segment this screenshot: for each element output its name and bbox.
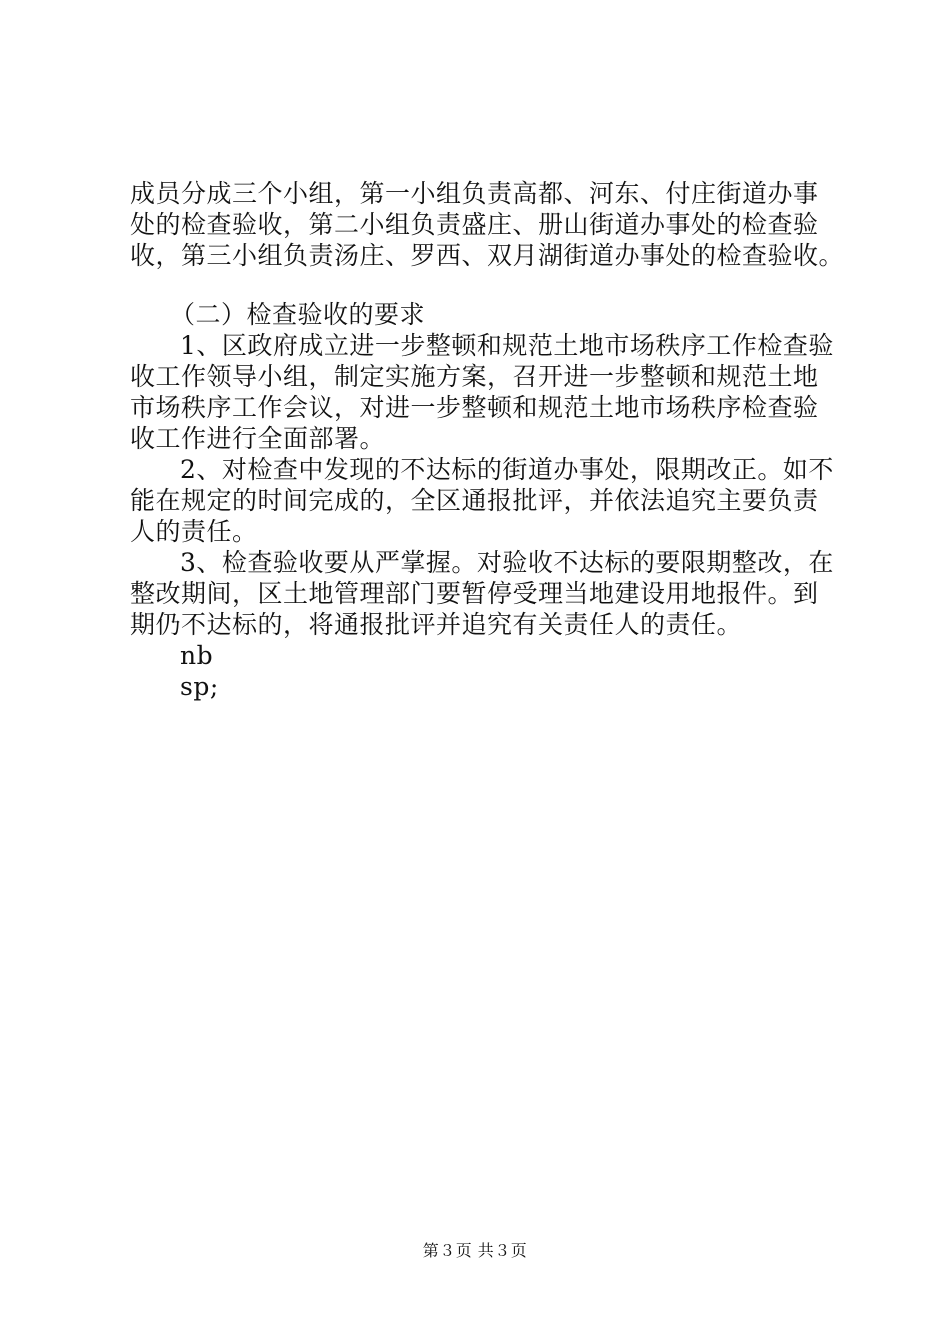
stray-text-line-2: sp; — [180, 672, 219, 701]
item-1-line-3: 市场秩序工作会议，对进一步整顿和规范土地市场秩序检查验 — [130, 393, 819, 422]
section-heading: （二）检查验收的要求 — [170, 300, 426, 329]
paragraph-1-line-2: 处的检查验收，第二小组负责盛庄、册山街道办事处的检查验 — [130, 210, 819, 239]
page-number-footer: 第３页 共３页 — [422, 1241, 528, 1260]
item-1-line-1: 1、区政府成立进一步整顿和规范土地市场秩序工作检查验 — [180, 331, 834, 360]
item-2-line-2: 能在规定的时间完成的，全区通报批评，并依法追究主要负责 — [130, 486, 819, 515]
item-3-line-1: 3、检查验收要从严掌握。对验收不达标的要限期整改，在 — [180, 548, 834, 577]
item-1-line-2: 收工作领导小组，制定实施方案，召开进一步整顿和规范土地 — [130, 362, 819, 391]
stray-text-line-1: nb — [180, 641, 214, 670]
item-3-line-2: 整改期间，区土地管理部门要暂停受理当地建设用地报件。到 — [130, 579, 819, 608]
item-3-line-3: 期仍不达标的，将通报批评并追究有关责任人的责任。 — [130, 610, 743, 639]
item-2-line-1: 2、对检查中发现的不达标的街道办事处，限期改正。如不 — [180, 455, 834, 484]
paragraph-1-line-3: 收，第三小组负责汤庄、罗西、双月湖街道办事处的检查验收。 — [130, 241, 845, 270]
item-2-line-3: 人的责任。 — [130, 517, 258, 546]
paragraph-1-line-1: 成员分成三个小组，第一小组负责高都、河东、付庄街道办事 — [130, 179, 819, 208]
item-1-line-4: 收工作进行全面部署。 — [130, 424, 386, 453]
